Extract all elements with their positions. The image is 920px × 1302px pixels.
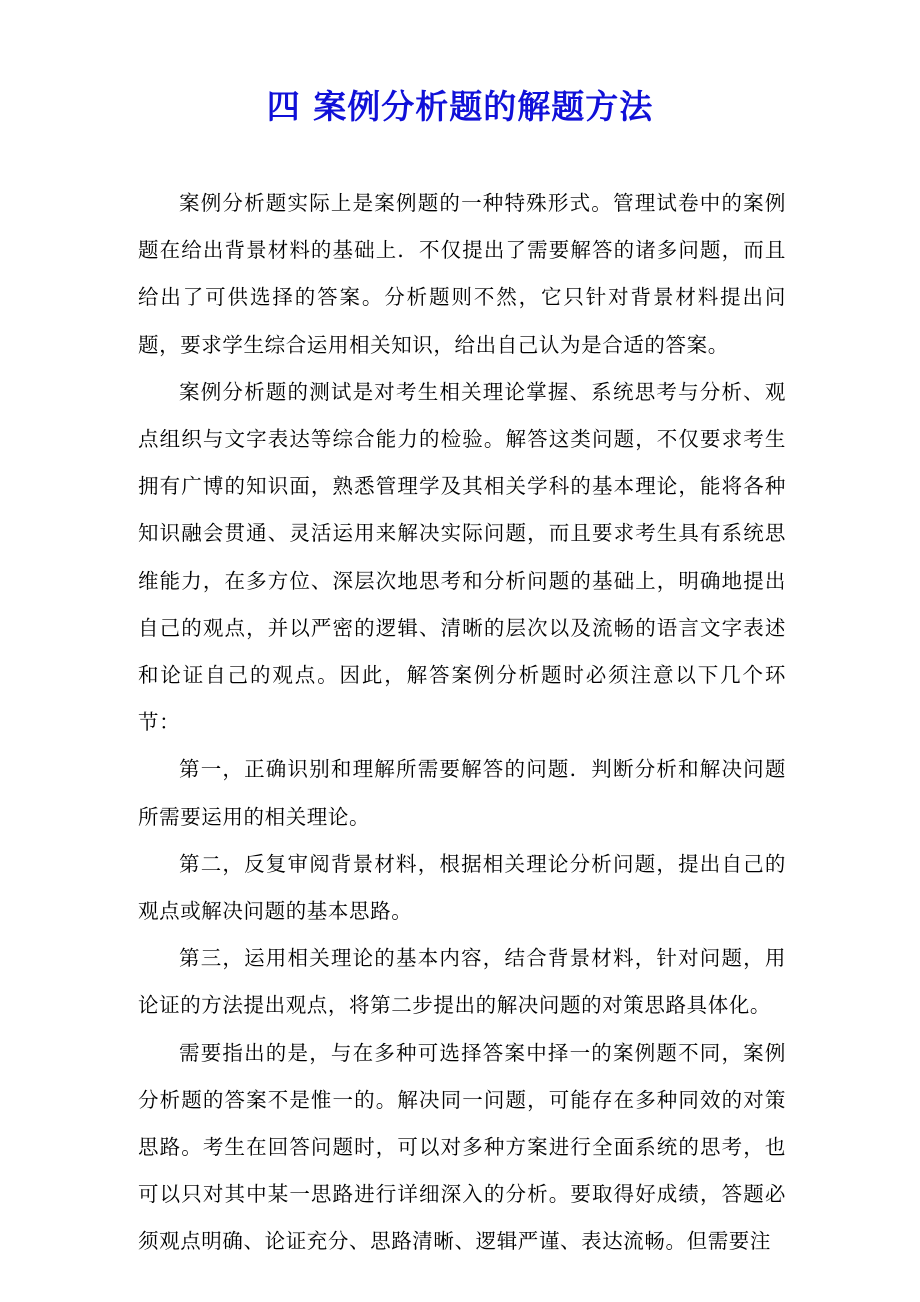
paragraph-step-one: 第一，正确识别和理解所需要解答的问题．判断分析和解决问题所需要运用的相关理论。 <box>138 757 786 829</box>
document-body <box>138 180 786 1266</box>
paragraph-testing: 案例分析题的测试是对考生相关理论掌握、系统思考与分析、观点组织与文字表达等综合能力的检验。解答这类问题，不仅要求考生拥有广博的知识面，熟悉管理学及其相关学科的基本理论，能将各种知识融会贯通、灵活运用来解决实际问题，而且要求考生具有系统思维能力，在多方位、深层次地思考和分析问题的基础上，明确地提出自己的观点，并以严密的逻辑、清晰的层次以及流畅的语言文字表述和论证自己的观点。因此，解答案例分析题时必须注意以下几个环节： <box>138 379 786 735</box>
paragraph-step-three: 第三，运用相关理论的基本内容，结合背景材料，针对问题，用论证的方法提出观点，将第二步提出的解决问题的对策思路具体化。 <box>138 946 786 1018</box>
paragraph-step-two: 第二，反复审阅背景材料，根据相关理论分析问题，提出自己的观点或解决问题的基本思路。 <box>138 851 786 924</box>
page-title: 四 案例分析题的解题方法 <box>266 87 654 126</box>
paragraph-intro: 案例分析题实际上是案例题的一种特殊形式。管理试卷中的案例题在给出背景材料的基础上．不仅提出了需要解答的诸多问题，而且给出了可供选择的答案。分析题则不然，它只针对背景材料提出问题，要求学生综合运用相关知识，给出自己认为是合适的答案。 <box>138 191 786 357</box>
paragraph-note: 需要指出的是，与在多种可选择答案中择一的案例题不同，案例分析题的答案不是惟一的。解决同一问题，可能存在多种同效的对策思路。考生在回答问题时，可以对多种方案进行全面系统的思考，也可以只对其中某一思路进行详细深入的分析。要取得好成绩，答题必须观点明确、论证充分、思路清晰、逻辑严谨、表达流畅。但需要注 <box>138 1040 786 1254</box>
